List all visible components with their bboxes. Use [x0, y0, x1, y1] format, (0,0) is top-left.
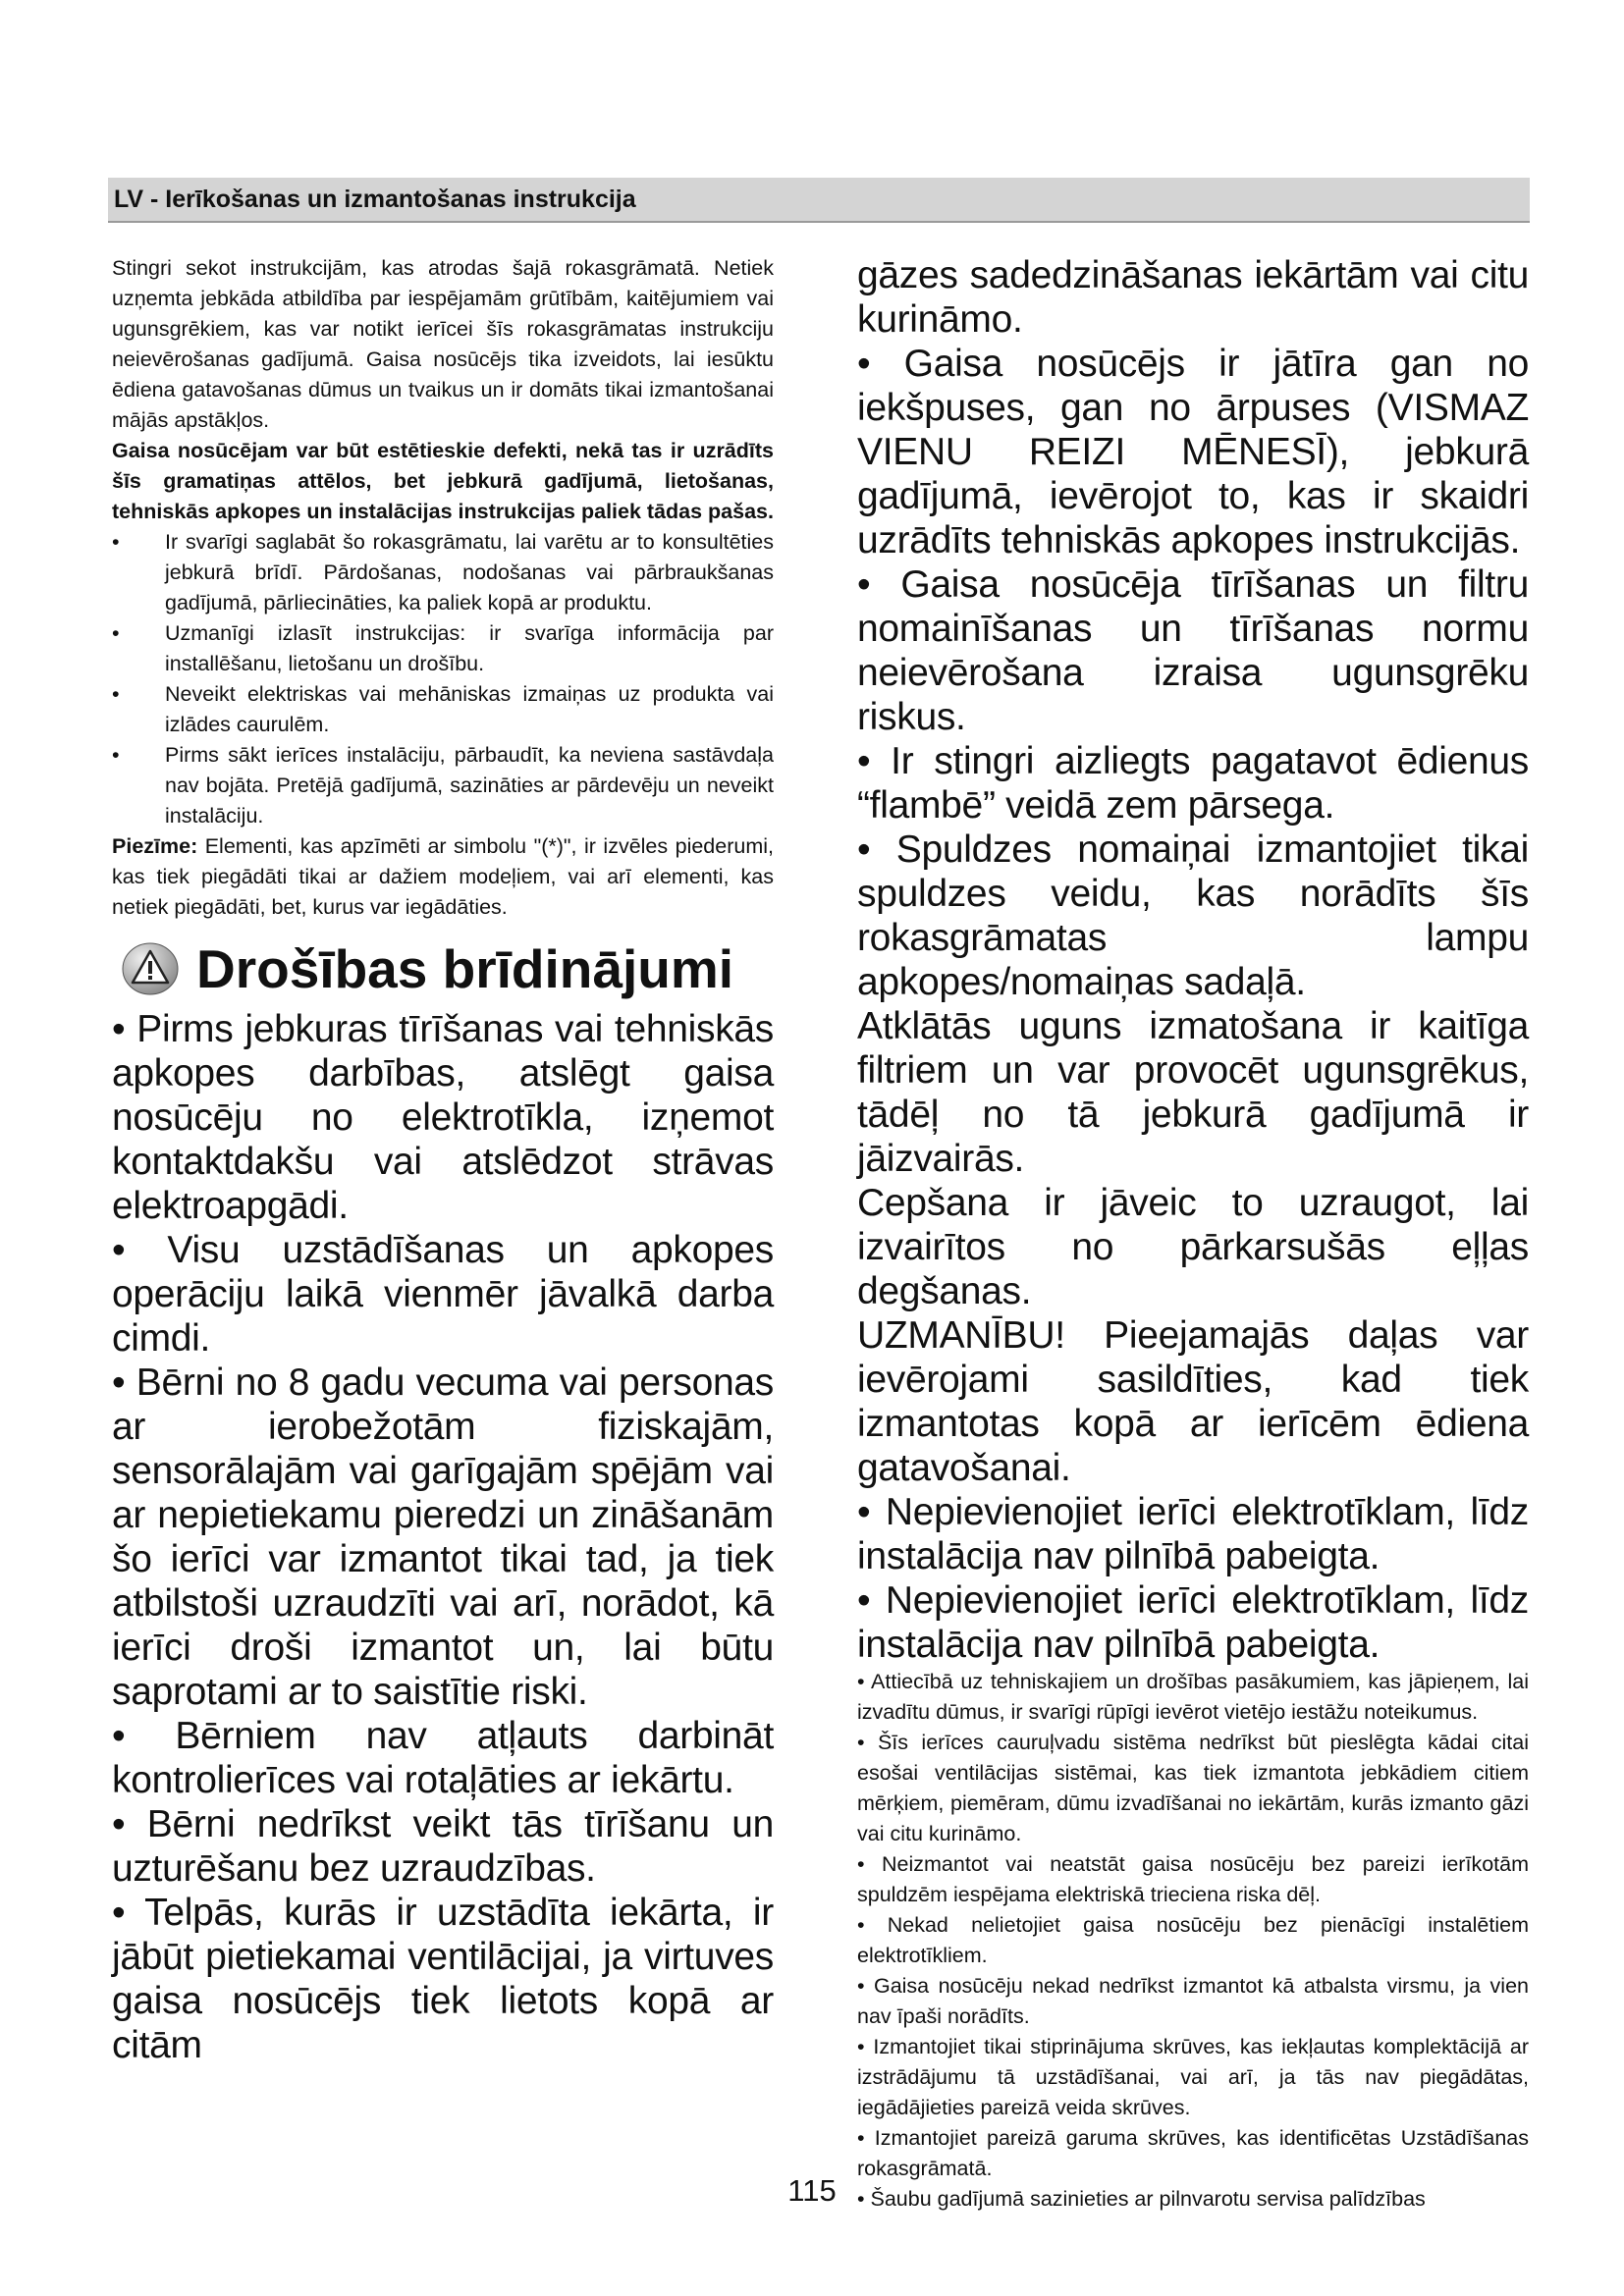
bullet-icon: •: [112, 621, 120, 645]
safety-paragraph: • Gaisa nosūcēja tīrīšanas un filtru nomainīšanas un tīrīšanas normu neievērošana izraisa ugunsgrēku riskus.: [857, 563, 1529, 738]
note-text: Elementi, kas apzīmēti ar simbolu "(*)", ir izvēles piederumi, kas tiek piegādāti tikai ar dažiem modeļiem, vai arī elementi, kas netiek piegādāti, bet, kurus var iegādāties.: [112, 834, 774, 919]
safety-paragraph: gāzes sadedzināšanas iekārtām vai citu kurināmo.: [857, 254, 1529, 341]
small-safety-paragraph: • Nekad nelietojiet gaisa nosūcēju bez pienācīgi instalētiem elektrotīkliem.: [857, 1913, 1529, 1967]
safety-paragraph: Atklātās uguns izmatošana ir kaitīga filtriem un var provocēt ugunsgrēkus, tādēļ no tā jebkurā gadījumā ir jāizvairās.: [857, 1005, 1529, 1180]
safety-paragraph: • Bērni nedrīkst veikt tās tīrīšanu un uzturēšanu bez uzraudzības.: [112, 1803, 774, 1890]
safety-paragraph: • Spuldzes nomaiņai izmantojiet tikai spuldzes veidu, kas norādīts šīs rokasgrāmatas lampu apkopes/nomaiņas sadaļā.: [857, 828, 1529, 1003]
bold-notice: Gaisa nosūcējam var būt estētieskie defekti, nekā tas ir uzrādīts šīs gramatiņas attēlos, bet jebkurā gadījumā, lietošanas, tehniskās apkopes un instalācijas instrukcijas paliek tādas pašas.: [112, 439, 774, 523]
small-safety-paragraph: • Izmantojiet pareizā garuma skrūves, kas identificētas Uzstādīšanas rokasgrāmatā.: [857, 2126, 1529, 2180]
bullet-icon: •: [112, 682, 120, 706]
bullet-icon: •: [112, 530, 120, 554]
safety-paragraph: • Bērniem nav atļauts darbināt kontrolierīces vai rotaļāties ar iekārtu.: [112, 1715, 774, 1801]
small-safety-paragraph: • Šīs ierīces cauruļvadu sistēma nedrīkst būt pieslēgta kādai citai esošai ventilācijas sistēmai, kas tiek izmantota jebkādiem citiem mērķiem, piemēram, dūmu izvadīšanai no iekārtām, kurās izmanto gāzi vai citu kurināmo.: [857, 1731, 1529, 1845]
intro-paragraph: Stingri sekot instrukcijām, kas atrodas šajā rokasgrāmatā. Netiek uzņemta jebkāda atbildība par iespējamām grūtībām, kaitējumiem vai ugunsgrēkiem, kas var notikt ierīcei šīs rokasgrāmatas instrukciju neievērošanas gadījumā. Gaisa nosūcējs tika izveidots, lai iesūktu ēdiena gatavošanas dūmus un tvaikus un ir domāts tikai izmantošanai mājās apstākļos.: [112, 256, 774, 432]
warning-triangle-icon: [122, 942, 179, 995]
safety-paragraph: • Ir stingri aizliegts pagatavot ēdienus “flambē” veidā zem pārsega.: [857, 740, 1529, 827]
safety-paragraph: UZMANĪBU! Pieejamajās daļas var ievērojami sasildīties, kad tiek izmantotas kopā ar ierīcēm ēdiena gatavošanai.: [857, 1314, 1529, 1489]
safety-paragraph: • Bērni no 8 gadu vecuma vai personas ar ierobežotām fiziskajām, sensorālajām vai garīgajām spējām vai ar nepietiekamu pieredzi un zināšanām šo ierīci var izmantot tikai tad, ja tiek atbilstoši uzraudzīti vai arī, norādot, kā ierīci droši izmantot un, lai būtu saprotami ar to saistītie riski.: [112, 1362, 774, 1713]
page-number: 115: [787, 2173, 837, 2208]
list-item: • Neveikt elektriskas vai mehāniskas izmaiņas uz produkta vai izlādes caurulēm.: [112, 679, 774, 740]
safety-paragraph: • Gaisa nosūcējs ir jātīra gan no iekšpuses, gan no ārpuses (VISMAZ VIENU REIZI MĒNESĪ), jebkurā gadījumā, ievērojot to, kas ir skaidri uzrādīts tehniskās apkopes instrukcijās.: [857, 343, 1529, 561]
bullet-icon: •: [112, 743, 120, 767]
left-column: [112, 253, 774, 2067]
section-header: LV - Ierīkošanas un izmantošanas instrukcija: [108, 178, 1530, 223]
right-column: [857, 253, 1529, 2215]
small-safety-paragraph: • Gaisa nosūcēju nekad nedrīkst izmantot kā atbalsta virsmu, ja vien nav īpaši norādīts.: [857, 1974, 1529, 2028]
note-label: Piezīme:: [112, 834, 198, 858]
safety-paragraph: • Visu uzstādīšanas un apkopes operāciju laikā vienmēr jāvalkā darba cimdi.: [112, 1229, 774, 1360]
list-item: • Uzmanīgi izlasīt instrukcijas: ir svarīga informācija par installēšanu, lietošanu un drošību.: [112, 618, 774, 679]
safety-paragraph: • Nepievienojiet ierīci elektrotīklam, līdz instalācija nav pilnībā pabeigta.: [857, 1579, 1529, 1666]
small-safety-paragraph: • Neizmantot vai neatstāt gaisa nosūcēju bez pareizi ierīkotām spuldzēm iespējama elektriskā trieciena riska dēļ.: [857, 1852, 1529, 1906]
list-item: • Pirms sākt ierīces instalāciju, pārbaudīt, ka neviena sastāvdaļa nav bojāta. Pretējā gadījumā, sazināties ar pārdevēju un neveikt instalāciju.: [112, 740, 774, 831]
safety-paragraph: Cepšana ir jāveic to uzraugot, lai izvairītos no pārkarsušās eļļas degšanas.: [857, 1182, 1529, 1312]
small-safety-paragraph: • Izmantojiet tikai stiprinājuma skrūves, kas iekļautas komplektācijā ar izstrādājumu tā uzstādīšanai, vai arī, ja tās nav piegādātas, iegādājieties pareizā veida skrūves.: [857, 2035, 1529, 2119]
safety-paragraph: • Telpās, kurās ir uzstādīta iekārta, ir jābūt pietiekamai ventilācijai, ja virtuves gaisa nosūcējs tiek lietots kopā ar citām: [112, 1892, 774, 2066]
safety-paragraph: • Nepievienojiet ierīci elektrotīklam, līdz instalācija nav pilnībā pabeigta.: [857, 1491, 1529, 1577]
safety-heading-text: Drošības brīdinājumi: [196, 938, 734, 999]
instruction-list: [112, 527, 774, 831]
note-paragraph: [112, 831, 774, 923]
list-item: • Ir svarīgi saglabāt šo rokasgrāmatu, lai varētu ar to konsultēties jebkurā brīdī. Pārdošanas, nodošanas vai pārbraukšanas gadījumā, pārliecināties, ka paliek kopā ar produktu.: [112, 527, 774, 618]
safety-heading: [112, 936, 774, 1001]
small-safety-paragraph: • Attiecībā uz tehniskajiem un drošības pasākumiem, kas jāpieņem, lai izvadītu dūmus, ir svarīgi rūpīgi ievērot vietējo iestāžu noteikumus.: [857, 1670, 1529, 1724]
small-safety-paragraph: • Šaubu gadījumā sazinieties ar pilnvarotu servisa palīdzības: [857, 2187, 1426, 2211]
safety-paragraph: • Pirms jebkuras tīrīšanas vai tehniskās apkopes darbības, atslēgt gaisa nosūcēju no elektrotīkla, izņemot kontaktdakšu vai atslēdzot strāvas elektroapgādi.: [112, 1008, 774, 1227]
